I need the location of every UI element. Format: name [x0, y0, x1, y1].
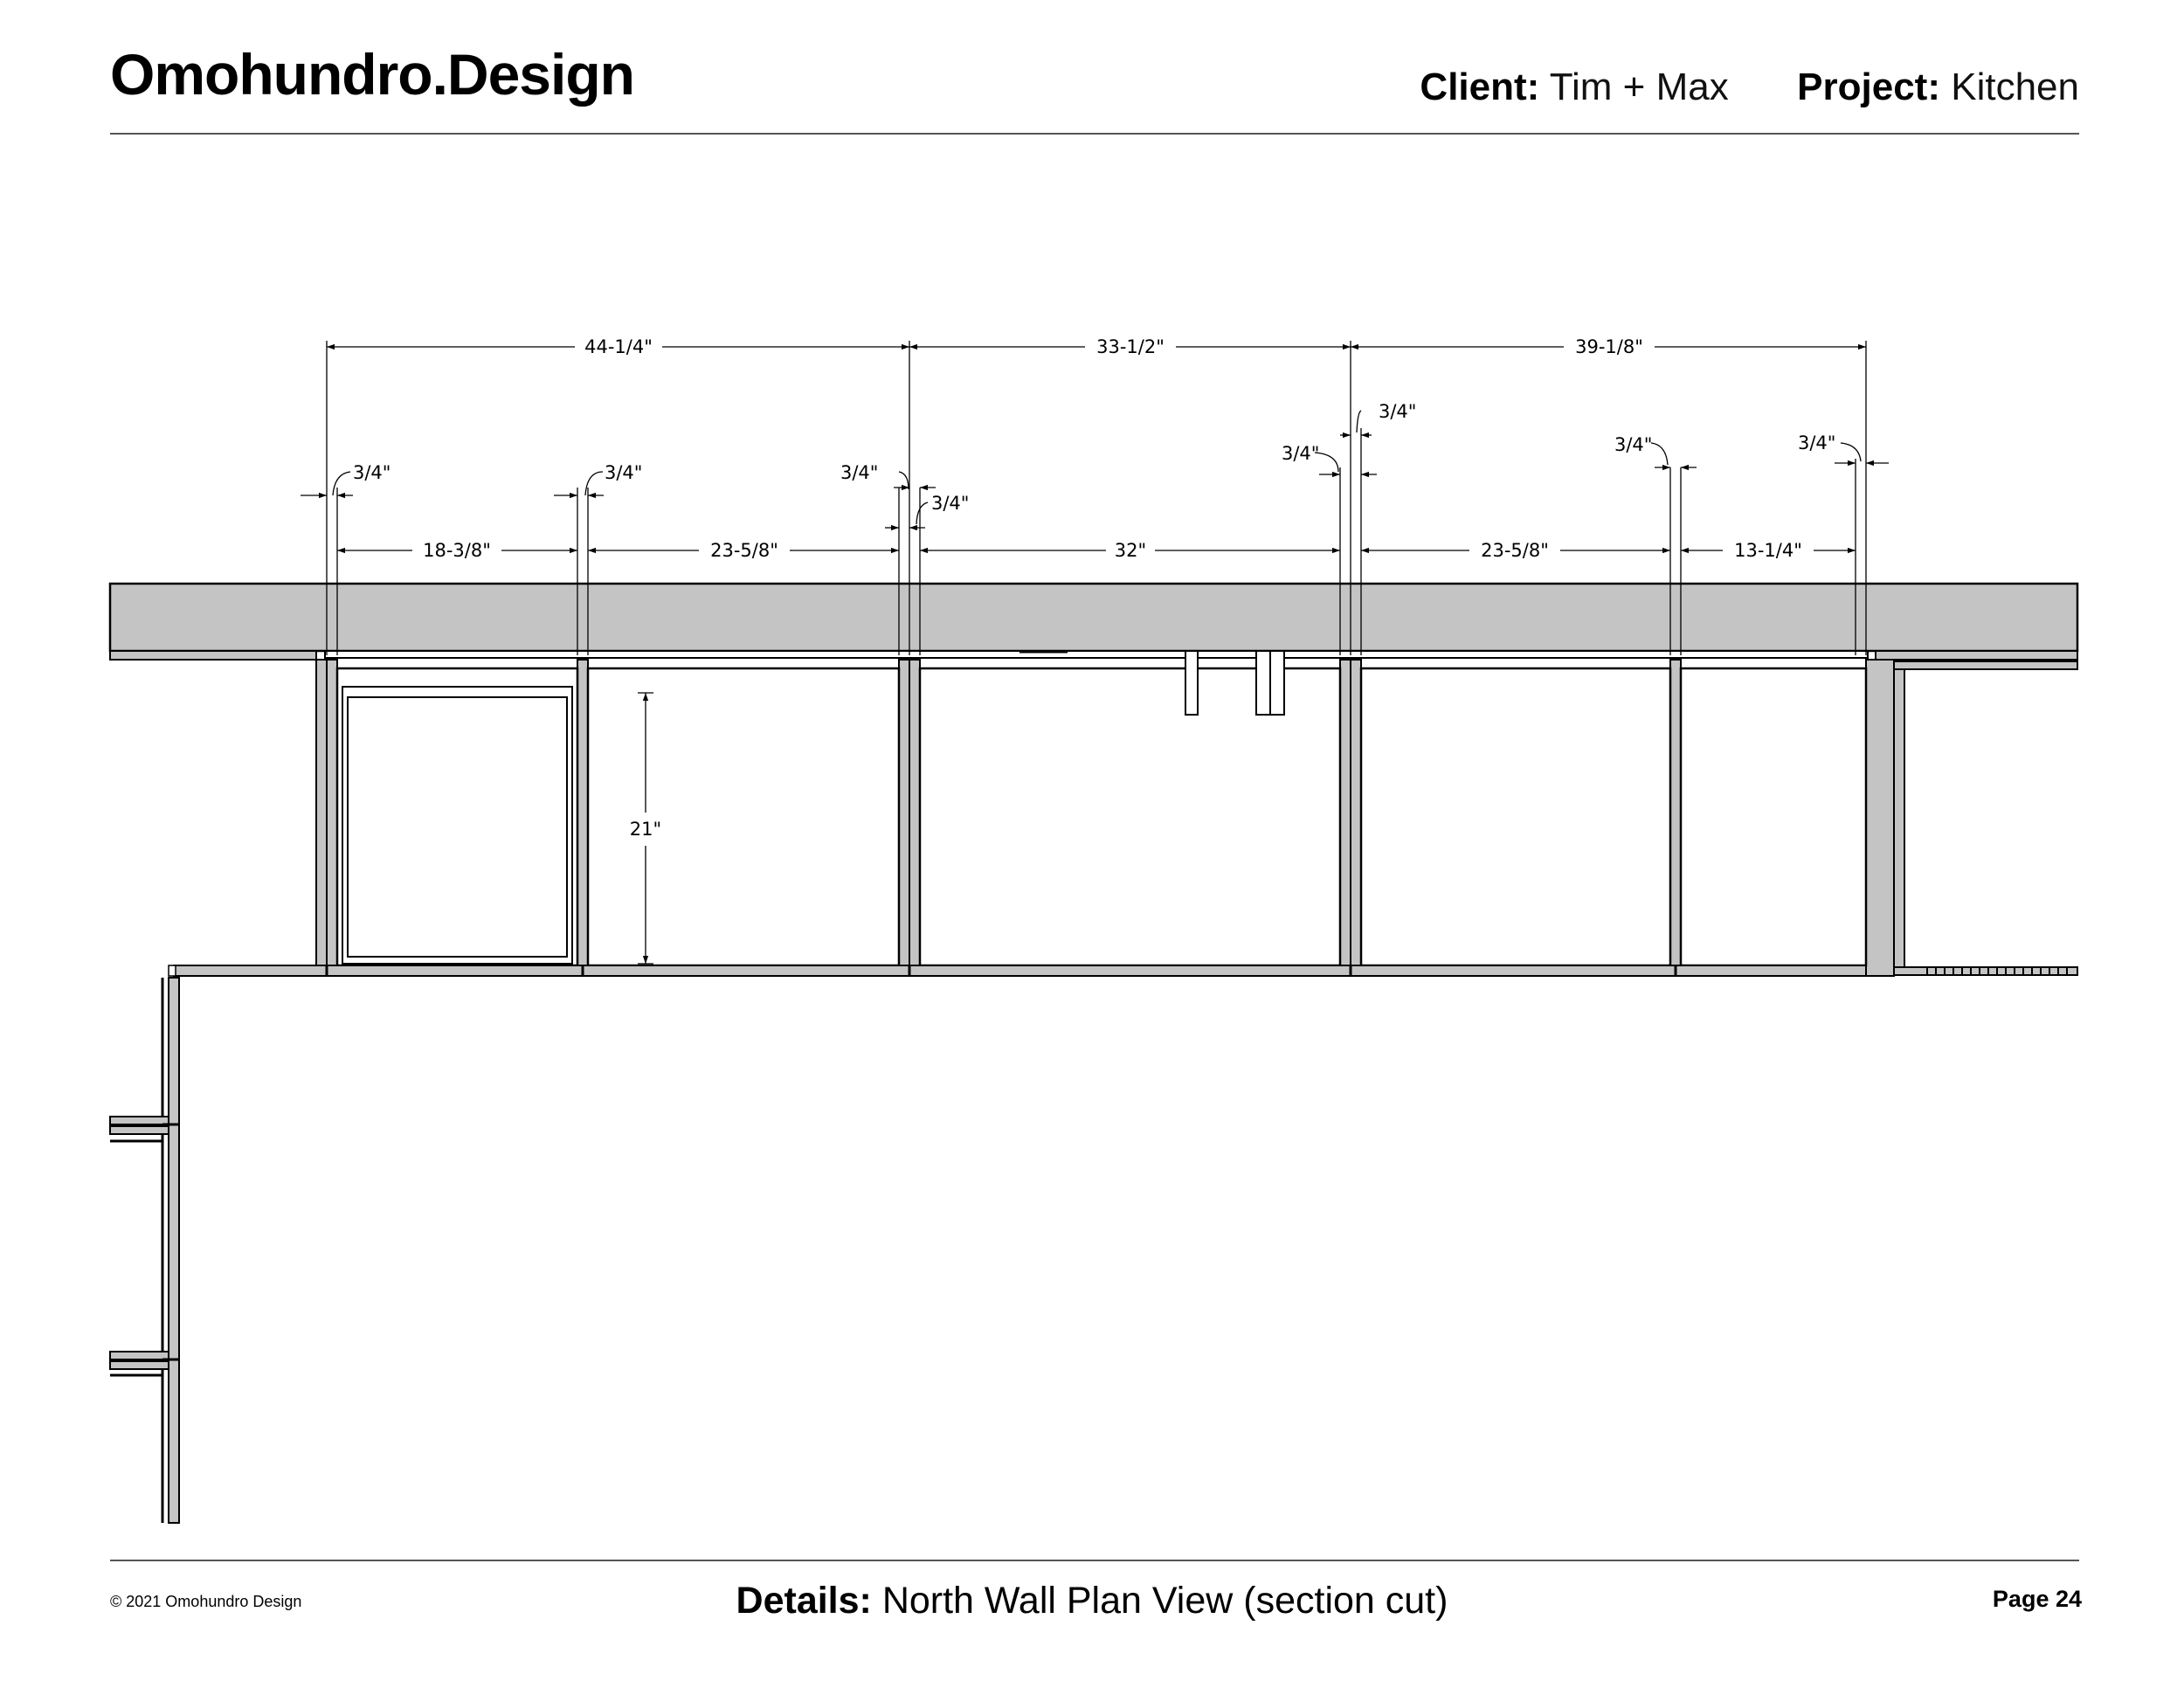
thickness-label-6: 3/4" — [1379, 401, 1417, 422]
thickness-label-4: 3/4" — [931, 493, 970, 514]
cabinet-bottom-rail — [174, 965, 1866, 976]
brand-title: Omohundro.Design — [110, 42, 634, 107]
left-wall — [169, 978, 179, 1523]
thickness-label-8: 3/4" — [1798, 432, 1836, 453]
thickness-label-2: 3/4" — [605, 462, 643, 483]
opening-dim-4: 23-5/8" — [1481, 540, 1549, 561]
wall-section-band — [110, 584, 2077, 651]
overall-dim-3: 39-1/8" — [1575, 336, 1643, 357]
thickness-label-7: 3/4" — [1614, 434, 1653, 455]
leader-lines — [333, 411, 1861, 524]
project-label: Project: — [1797, 66, 1940, 108]
copyright-text: © 2021 Omohundro Design — [110, 1593, 302, 1610]
page-number: Page 24 — [1992, 1586, 2082, 1612]
details-value: North Wall Plan View (section cut) — [881, 1580, 1448, 1622]
opening-dim-1: 18-3/8" — [423, 540, 491, 561]
footer-divider — [110, 1560, 2079, 1561]
thickness-label-1: 3/4" — [353, 462, 391, 483]
left-door-jambs — [110, 1117, 169, 1369]
overall-dim-2: 33-1/2" — [1096, 336, 1165, 357]
thickness-label-5: 3/4" — [1282, 443, 1320, 464]
left-floor-cap — [169, 965, 176, 976]
client-label: Client: — [1420, 66, 1540, 108]
details-caption — [0, 1582, 2184, 1620]
appliance-door-inner — [348, 697, 567, 957]
depth-dim-label: 21" — [629, 819, 662, 840]
client-value: Tim + Max — [1549, 66, 1729, 108]
opening-dim-5: 13-1/4" — [1734, 540, 1802, 561]
opening-dim-2: 23-5/8" — [710, 540, 778, 561]
project-value: Kitchen — [1951, 66, 2079, 108]
overall-dim-1: 44-1/4" — [584, 336, 653, 357]
details-label: Details: — [736, 1580, 872, 1622]
cabinet-top-rail — [325, 651, 1868, 658]
thickness-label-3: 3/4" — [840, 462, 879, 483]
opening-dim-3: 32" — [1114, 540, 1147, 561]
